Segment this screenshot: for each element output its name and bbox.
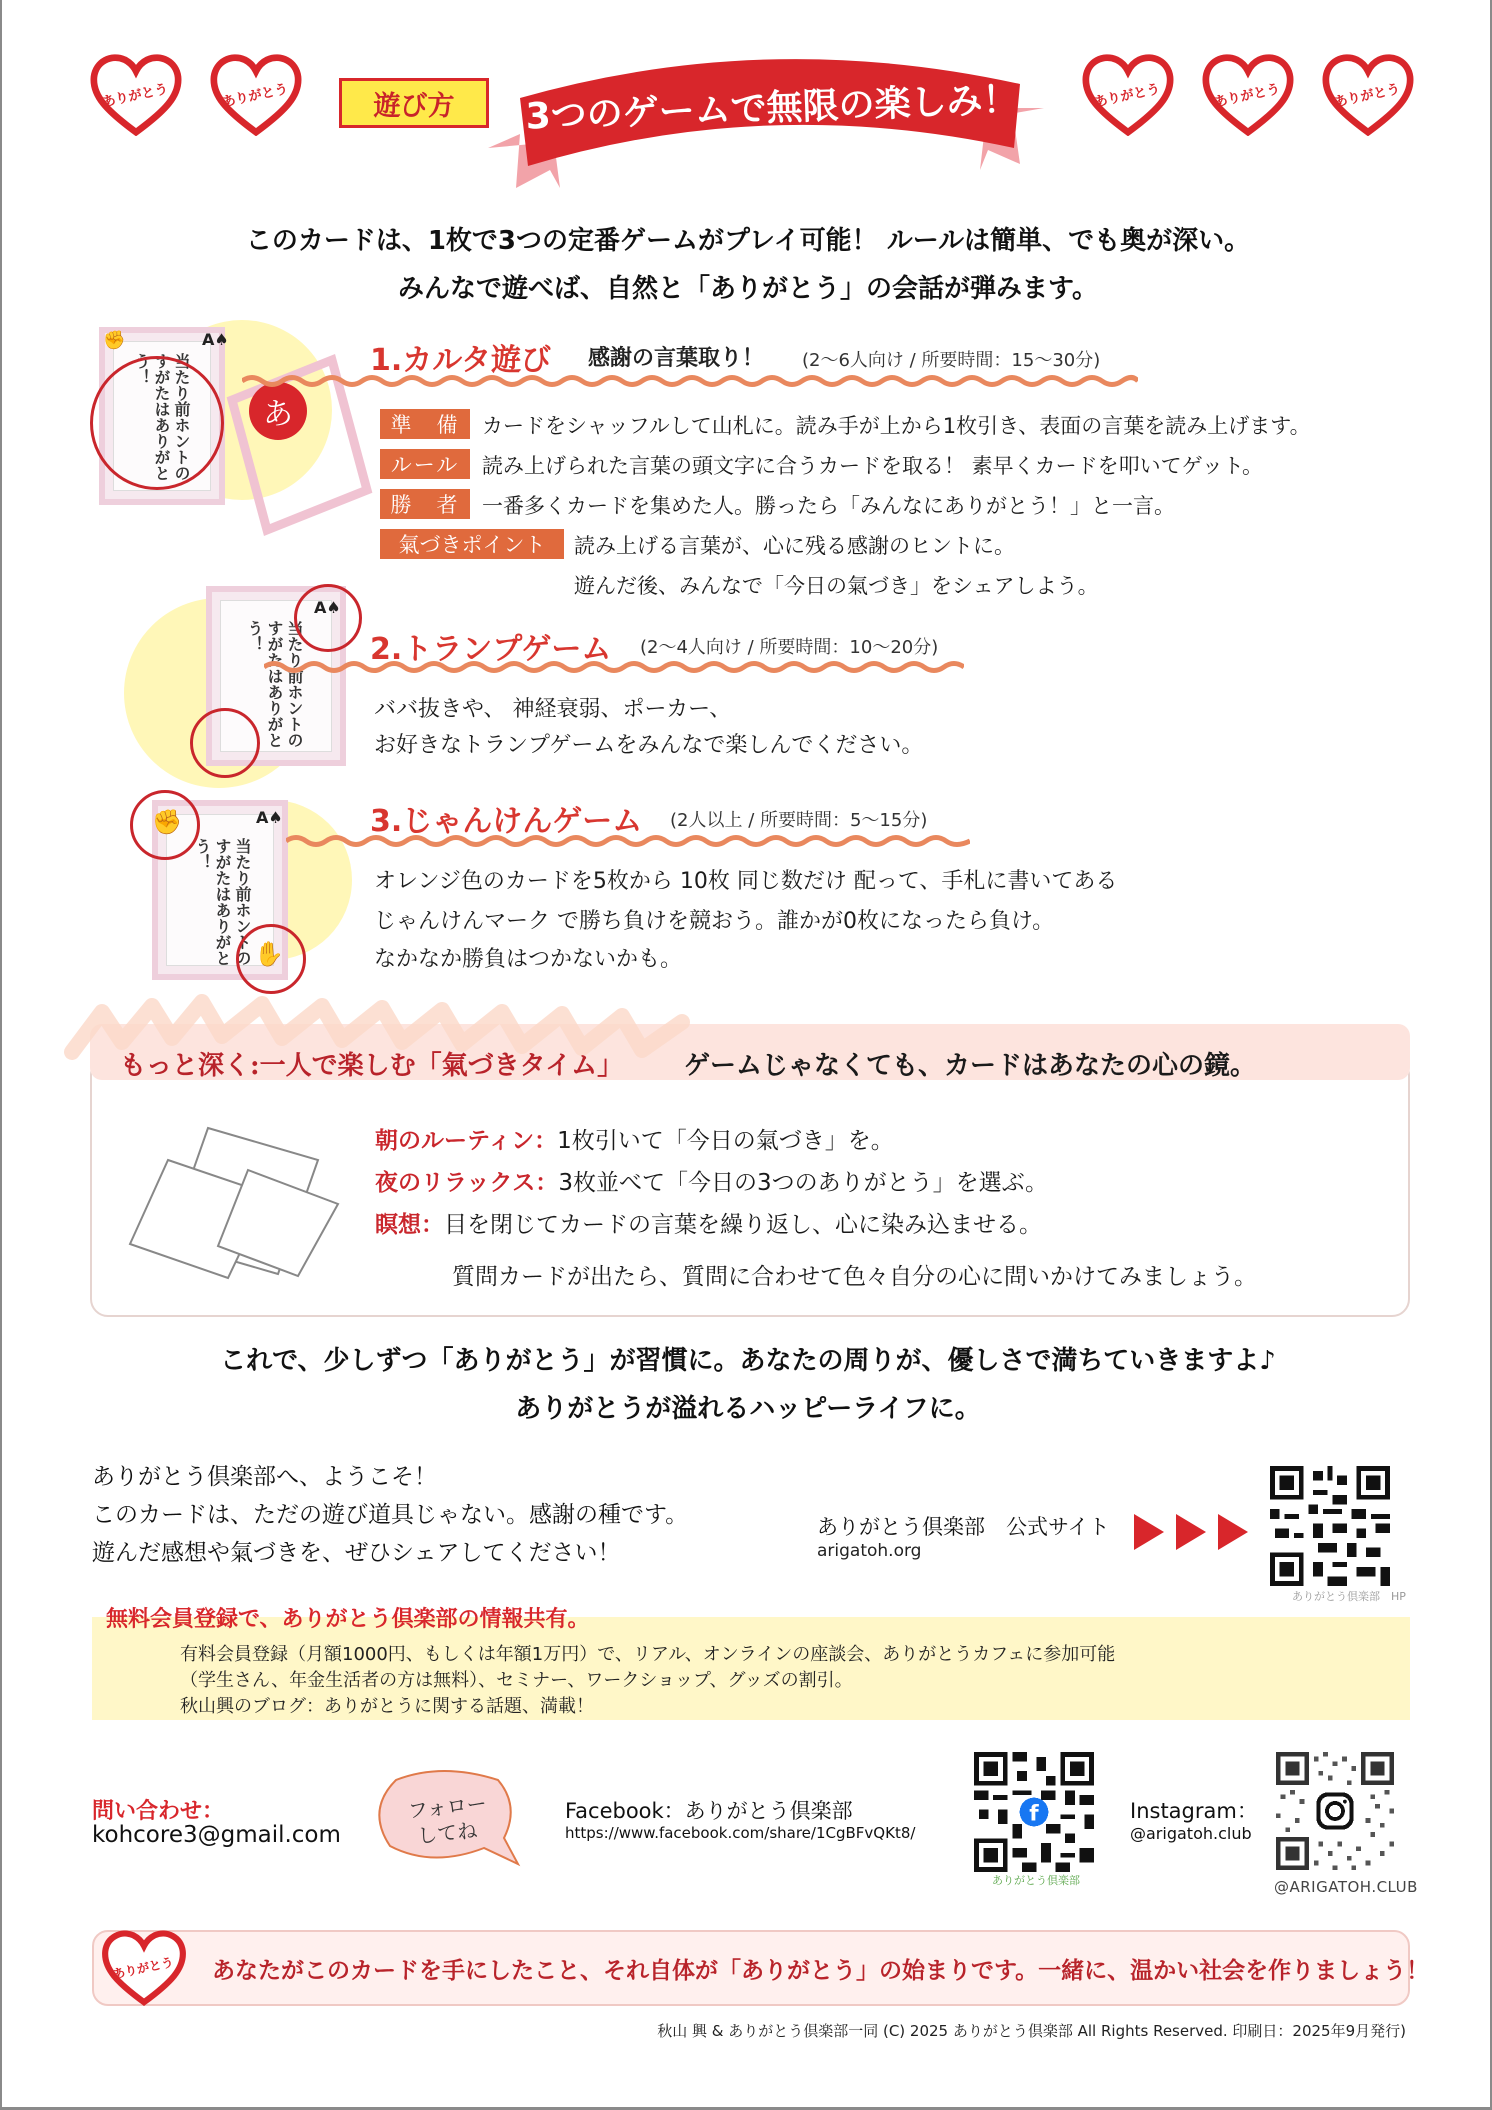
- card-text: 当たり前ホントのすがたはありがとう！: [132, 353, 191, 481]
- hiragana-a-badge: あ: [249, 382, 307, 440]
- closing-line-2: ありがとうが溢れるハッピーライフに。: [515, 1394, 981, 1424]
- card-text: 当たり前ホントのすがたはありがとう！: [193, 838, 252, 966]
- kizuki-item-text: 3枚並べて「今日の3つのありがとう」を選ぶ。: [558, 1170, 1049, 1196]
- rule-text-winner: 一番多くカードを集めた人。勝ったら「みんなにありがとう！」と一言。: [482, 494, 1175, 518]
- wavy-underline: [286, 834, 970, 848]
- instagram-handle[interactable]: @arigatoh.club: [1130, 1824, 1252, 1843]
- rule-text-share: 遊んだ後、みんなで「今日の氣づき」をシェアしよう。: [574, 574, 1099, 598]
- kizuki-item-text: 1枚引いて「今日の氣づき」を。: [557, 1128, 894, 1154]
- welcome-line-3: 遊んだ感想や氣づきを、ぜひシェアしてください！: [92, 1540, 621, 1566]
- game3-meta: (2人以上 / 所要時間：5〜15分): [670, 810, 928, 831]
- highlight-circle: [90, 356, 224, 490]
- kizuki-title: もっと深く:一人で楽しむ「氣づきタイム」: [120, 1051, 624, 1081]
- how-to-play-badge: 遊び方: [339, 78, 489, 128]
- contact-email[interactable]: kohcore3@gmail.com: [92, 1822, 341, 1848]
- membership-line-3: 秋山興のブログ：ありがとうに関する話題、満載！: [180, 1696, 594, 1717]
- game3-title: 3.じゃんけんゲーム: [370, 804, 643, 839]
- rule-text-prep: カードをシャッフルして山札に。読み手が上から1枚引き、表面の言葉を読み上げます。: [482, 414, 1311, 438]
- game2-meta: (2〜4人向け / 所要時間：10〜20分): [640, 637, 939, 658]
- kizuki-item-label: 夜のリラックス：: [375, 1170, 559, 1196]
- heart-logo-icon: [208, 52, 304, 136]
- arrow-icon: [1176, 1514, 1206, 1550]
- highlight-circle: [294, 584, 362, 652]
- game1-title: 1.カルタ遊び: [370, 343, 552, 378]
- instagram-qr-code[interactable]: [1276, 1752, 1394, 1870]
- heart-logo-icon: [88, 52, 184, 136]
- highlight-circle: [190, 708, 260, 778]
- svg-text:ありがとう: ありがとう: [101, 82, 170, 111]
- copyright: 秋山 興 & ありがとう倶楽部一同 (C) 2025 ありがとう倶楽部 All Rights Reserved. 印刷日：2025年9月発行): [657, 2022, 1406, 2040]
- welcome-line-1: ありがとう倶楽部へ、ようこそ！: [92, 1464, 437, 1490]
- card-text: 当たり前ホントのすがたはありがとう！: [245, 620, 304, 748]
- svg-text:ありがとう: ありがとう: [1333, 82, 1402, 111]
- kizuki-item-meditation: [375, 1206, 1042, 1239]
- site-qr-code[interactable]: [1270, 1466, 1390, 1586]
- card-corner-label: A♠: [314, 598, 341, 617]
- kizuki-item-label: 瞑想：: [375, 1212, 444, 1238]
- arrow-icon: [1134, 1514, 1164, 1550]
- fist-icon: ✊: [152, 808, 182, 836]
- svg-text:ありがとう: ありがとう: [1213, 82, 1282, 111]
- closing-line-1: これで、少しずつ「ありがとう」が習慣に。あなたの周りが、優しさで満ちていきますよ♪: [220, 1346, 1276, 1376]
- banner-title: 3つのゲームで無限の楽しみ！: [525, 79, 1020, 138]
- hand-icon: ✋: [254, 940, 284, 968]
- intro-line-1: このカードは、1枚で3つの定番ゲームがプレイ可能！ ルールは簡単、でも奥が深い。: [245, 226, 1251, 256]
- facebook-qr-code[interactable]: [974, 1752, 1094, 1872]
- rule-tag-point: 氣づきポイント: [380, 529, 564, 559]
- official-site-url[interactable]: arigatoh.org: [817, 1541, 922, 1561]
- game2-line-2: お好きなトランプゲームをみんなで楽しんでください。: [374, 733, 924, 758]
- follow-text-1: フォロー: [406, 1790, 488, 1824]
- svg-text:f: f: [1029, 1801, 1039, 1827]
- heart-logo-icon: [1320, 52, 1416, 136]
- wavy-underline: [264, 660, 964, 674]
- rule-tag-rule: ルール: [380, 449, 470, 479]
- stacked-cards-icon: [128, 1124, 348, 1282]
- facebook-url[interactable]: https://www.facebook.com/share/1CgBFvQKt8/: [565, 1824, 916, 1842]
- kizuki-item-label: 朝のルーティン：: [375, 1128, 558, 1154]
- heart-logo-icon: [1200, 52, 1296, 136]
- membership-title: 無料会員登録で、ありがとう倶楽部の情報共有。: [106, 1607, 590, 1632]
- membership-line-1: 有料会員登録（月額1000円、もしくは年額1万円）で、リアル、オンラインの座談会、ありがとうカフェに参加可能: [180, 1644, 1116, 1665]
- heart-logo-icon: [100, 1928, 188, 2006]
- game1-subtitle: 感謝の言葉取り！: [588, 346, 765, 371]
- follow-text-2: してね: [416, 1817, 479, 1849]
- kizuki-note: 質問カードが出たら、質問に合わせて色々自分の心に問いかけてみましょう。: [452, 1264, 1257, 1290]
- rule-text-rule: 読み上げられた言葉の頭文字に合うカードを取る！ 素早くカードを叩いてゲット。: [482, 454, 1263, 478]
- game3-line-1: オレンジ色のカードを5枚から 10枚 同じ数だけ 配って、手札に書いてある: [374, 869, 1118, 894]
- svg-text:ありがとう: ありがとう: [1093, 82, 1162, 111]
- welcome-line-2: このカードは、ただの遊び道具じゃない。感謝の種です。: [92, 1502, 689, 1528]
- game3-line-3: なかなか勝負はつかないかも。: [374, 947, 683, 972]
- facebook-label: Facebook：ありがとう倶楽部: [565, 1799, 853, 1823]
- card-corner-label: A♠: [256, 808, 283, 827]
- rule-tag-prep: 準 備: [380, 409, 470, 439]
- footer-message: あなたがこのカードを手にしたこと、それ自体が「ありがとう」の始まりです。一緒に、温かい社会を作りましょう！: [212, 1957, 1430, 1984]
- membership-line-2: （学生さん、年金生活者の方は無料）、セミナー、ワークショップ、グッズの割引。: [180, 1670, 853, 1691]
- svg-text:ありがとう: ありがとう: [221, 82, 290, 111]
- facebook-qr-caption: ありがとう倶楽部: [992, 1874, 1080, 1887]
- rule-text-point: 読み上げる言葉が、心に残る感謝のヒントに。: [574, 534, 1015, 558]
- kizuki-item-morning: [375, 1122, 894, 1155]
- wavy-underline: [242, 374, 1138, 388]
- contact-label: 問い合わせ：: [92, 1799, 225, 1824]
- game2-line-1: ババ抜きや、 神経衰弱、ポーカー、: [374, 697, 732, 722]
- instagram-qr-caption: @ARIGATOH.CLUB: [1274, 1878, 1418, 1896]
- site-qr-caption: ありがとう倶楽部 HP: [1292, 1590, 1406, 1603]
- kizuki-item-night: [375, 1164, 1048, 1197]
- game3-line-2: じゃんけんマーク で勝ち負けを競おう。誰かが0枚になったら負け。: [374, 909, 1055, 934]
- svg-text:ありがとう: ありがとう: [111, 1955, 175, 1982]
- official-site-label: ありがとう倶楽部 公式サイト: [817, 1515, 1110, 1539]
- kizuki-tagline: ゲームじゃなくても、カードはあなたの心の鏡。: [684, 1051, 1257, 1081]
- arrow-icon: [1218, 1514, 1248, 1550]
- fist-icon: ✊: [103, 330, 126, 351]
- kizuki-item-text: 目を閉じてカードの言葉を繰り返し、心に染み込ませる。: [444, 1212, 1042, 1238]
- heart-logo-icon: [1080, 52, 1176, 136]
- instagram-label: Instagram：: [1130, 1799, 1258, 1823]
- card-corner-label: A♠: [202, 330, 229, 349]
- game1-meta: (2〜6人向け / 所要時間：15〜30分): [802, 350, 1101, 371]
- intro-line-2: みんなで遊べば、自然と「ありがとう」の会話が弾みます。: [398, 274, 1098, 304]
- game2-title: 2.トランプゲーム: [370, 632, 612, 667]
- follow-speech-bubble: [372, 1766, 522, 1870]
- rule-tag-winner: 勝 者: [380, 489, 470, 519]
